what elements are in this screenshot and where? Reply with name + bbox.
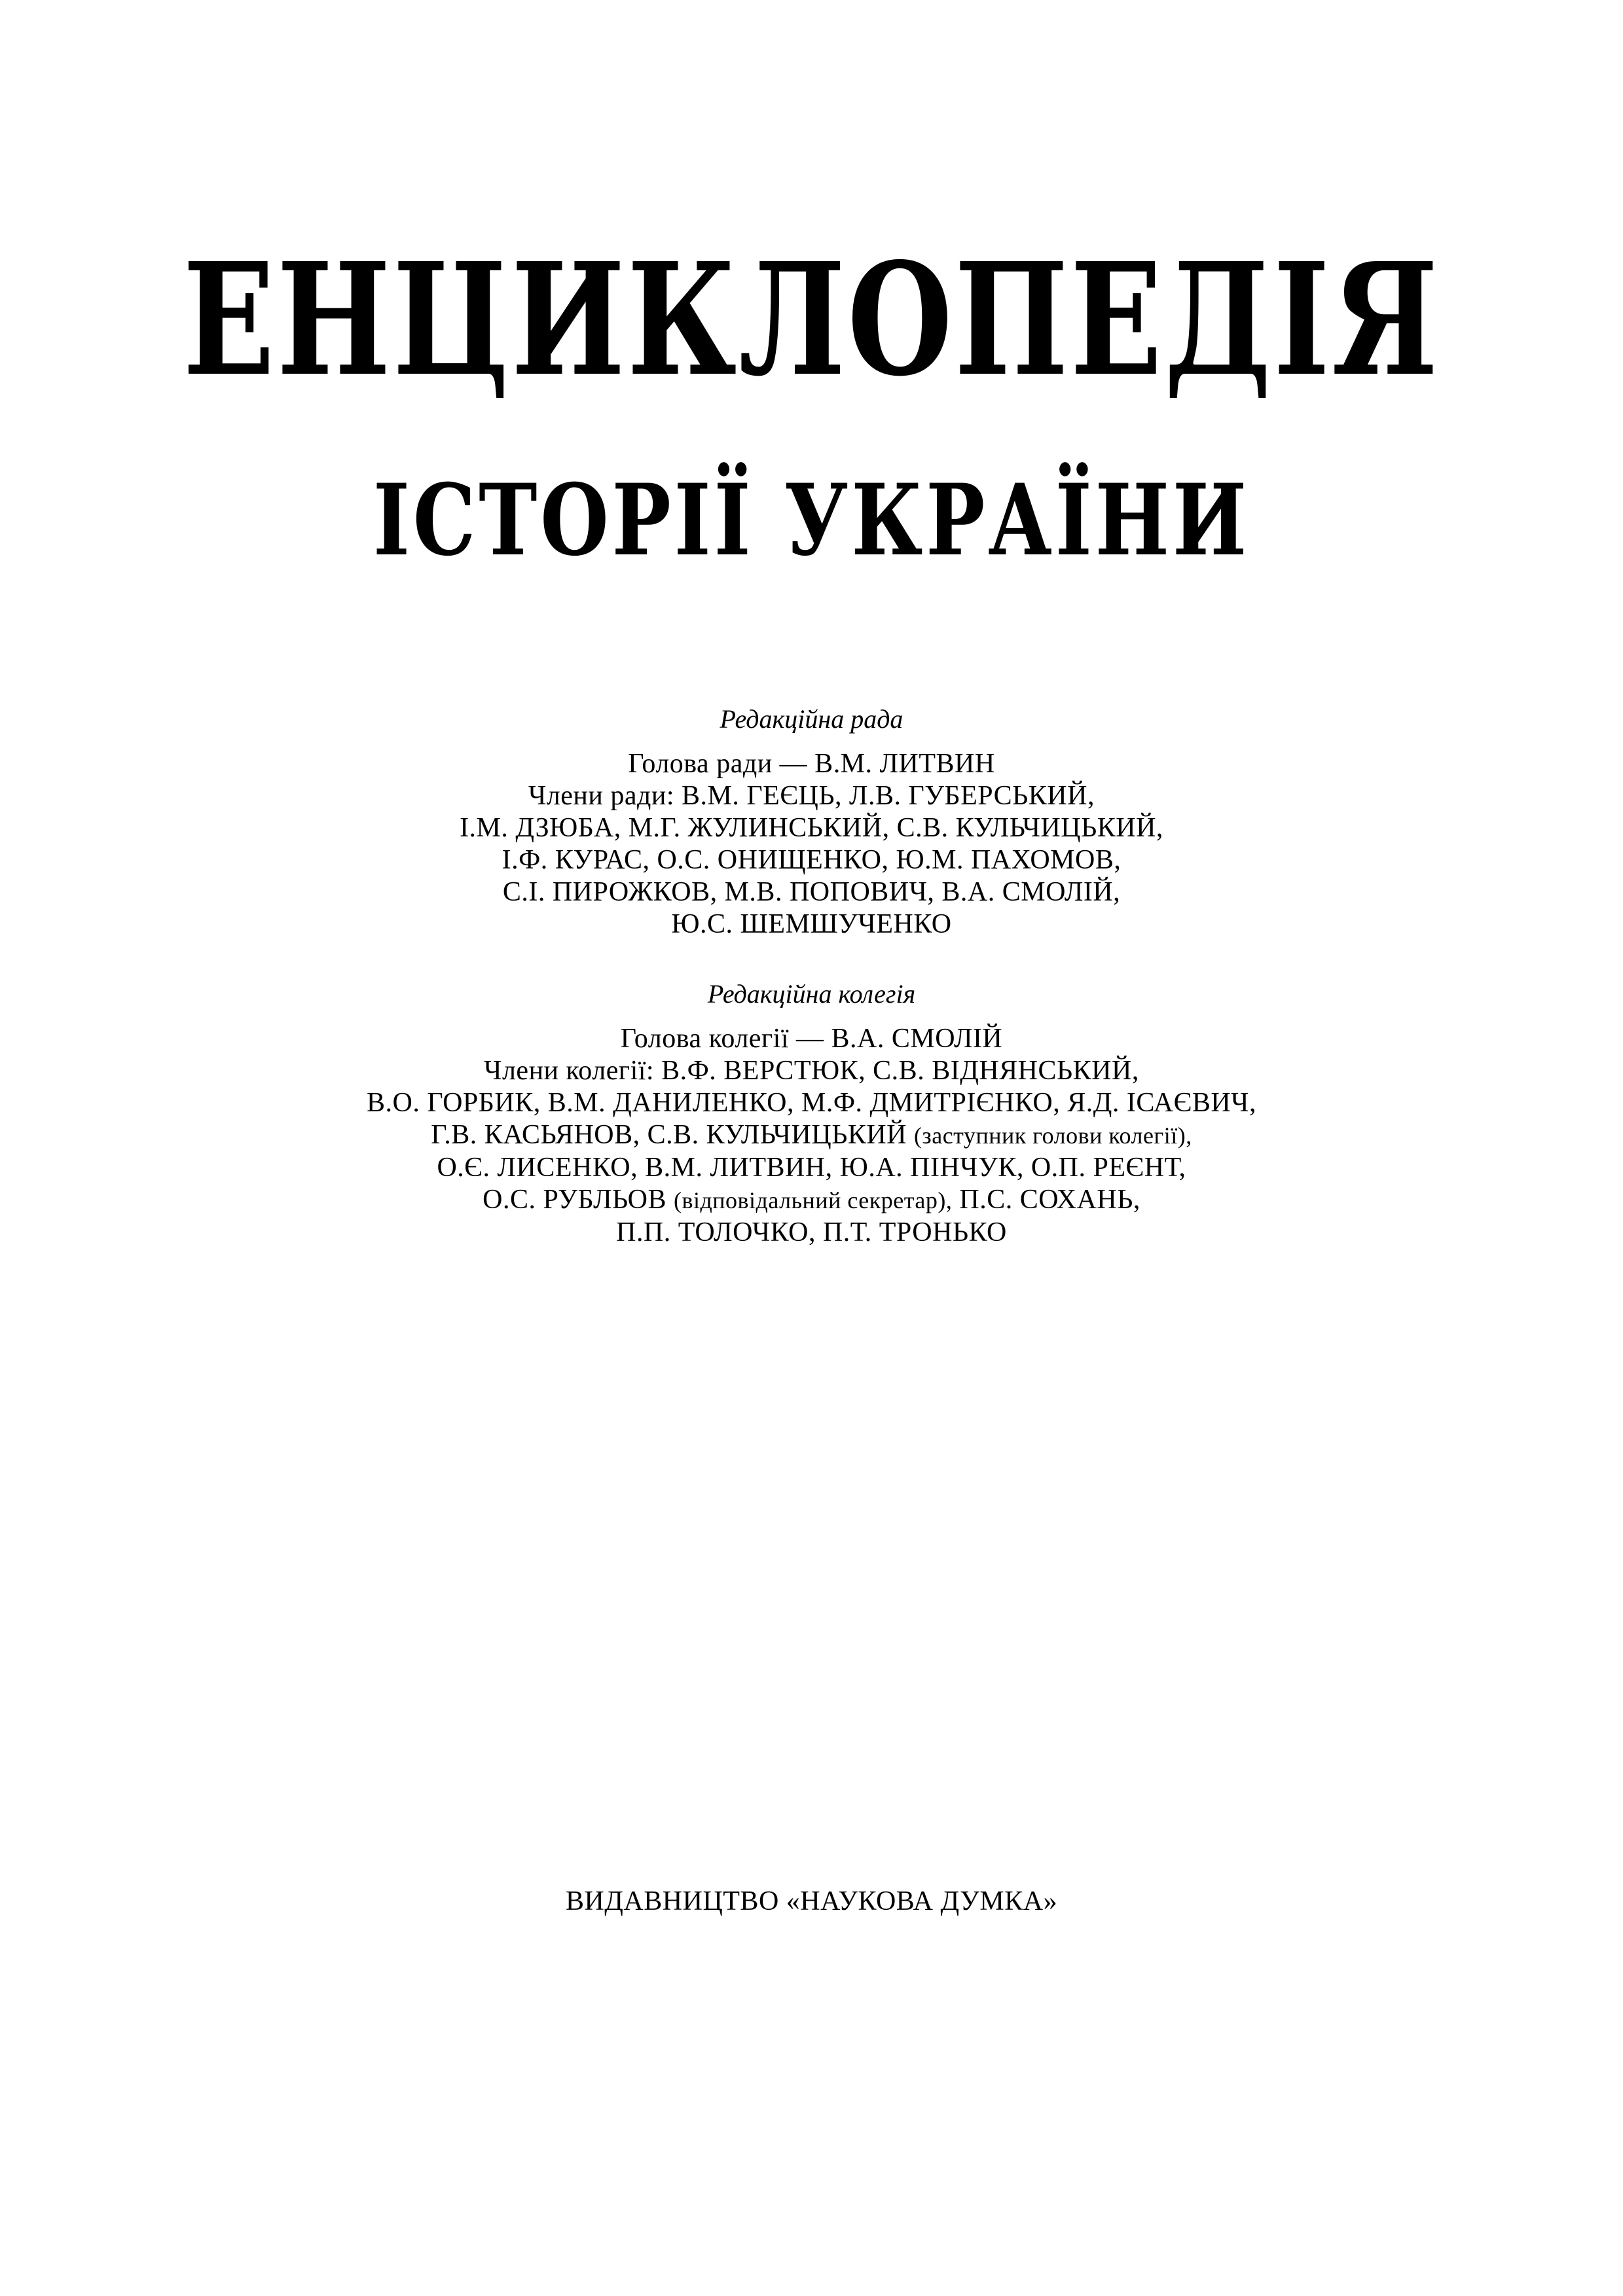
council-line: С.І. ПИРОЖКОВ, М.В. ПОПОВИЧ, В.А. СМОЛІЙ,: [502, 877, 1121, 907]
collegium-line: О.Є. ЛИСЕНКО, В.М. ЛИТВИН, Ю.А. ПІНЧУК, О.П. РЕЄНТ,: [437, 1153, 1186, 1183]
collegium-line-text: О.С. РУБЛЬОВ: [483, 1185, 674, 1215]
collegium-line: [0, 1119, 1623, 1152]
council-line: І.Ф. КУРАС, О.С. ОНИЩЕНКО, Ю.М. ПАХОМОВ,: [501, 845, 1122, 875]
council-line: Голова ради — В.М. ЛИТВИН: [628, 749, 995, 779]
collegium-line: В.О. ГОРБИК, В.М. ДАНИЛЕНКО, М.Ф. ДМИТРІЄНКО, Я.Д. ІСАЄВИЧ,: [367, 1088, 1256, 1118]
editorial-council: [0, 704, 1623, 941]
publisher-name: ВИДАВНИЦТВО «НАУКОВА ДУМКА»: [565, 1886, 1058, 1916]
collegium-line: П.П. ТОЛОЧКО, П.Т. ТРОНЬКО: [616, 1217, 1007, 1247]
collegium-role-note: (заступник голови колегії),: [914, 1122, 1192, 1149]
book-subtitle: ІСТОРІЇ УКРАЇНИ: [373, 463, 1250, 578]
collegium-line: Голова колегії — В.А. СМОЛІЙ: [620, 1024, 1003, 1054]
collegium-line: Члени колегії: В.Ф. ВЕРСТЮК, С.В. ВІДНЯНСЬКИЙ,: [484, 1056, 1139, 1086]
collegium-line: [0, 1184, 1623, 1217]
editorial-collegium-heading: Редакційна колегія: [707, 979, 916, 1009]
council-line: Ю.С. ШЕМШУЧЕНКО: [671, 909, 952, 939]
book-title: ЕНЦИКЛОПЕДІЯ: [183, 228, 1440, 410]
editorial-council-heading: Редакційна рада: [720, 704, 903, 734]
collegium-role-note: (відповідальний секретар),: [673, 1187, 953, 1213]
collegium-line-text: Г.В. КАСЬЯНОВ, С.В. КУЛЬЧИЦЬКИЙ: [431, 1120, 915, 1150]
editorial-council-members: [0, 748, 1623, 941]
editorial-collegium: [0, 978, 1623, 1249]
collegium-line-text: П.С. СОХАНЬ,: [952, 1185, 1140, 1215]
editorial-collegium-members: [0, 1023, 1623, 1249]
council-line: Члени ради: В.М. ГЕЄЦЬ, Л.В. ГУБЕРСЬКИЙ,: [528, 781, 1095, 811]
council-line: І.М. ДЗЮБА, М.Г. ЖУЛИНСЬКИЙ, С.В. КУЛЬЧИЦЬКИЙ,: [460, 813, 1163, 843]
